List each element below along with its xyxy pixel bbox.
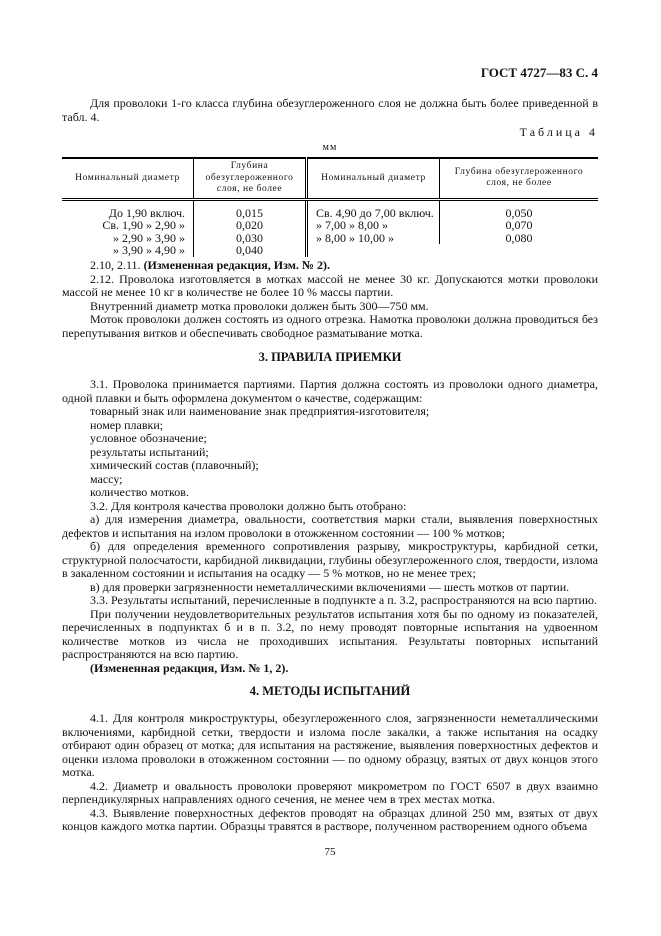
- table-cell: 0,030: [194, 232, 307, 245]
- clause-3-2-v: в) для проверки загрязненности неметаллическими включениями — шесть мотков от партии.: [90, 579, 570, 594]
- amendment-2-10: [62, 259, 598, 273]
- section-3-heading: 3. ПРАВИЛА ПРИЕМКИ: [258, 350, 402, 364]
- list-item: номер плавки;: [90, 417, 164, 432]
- clause-number: 2.10, 2.11.: [90, 258, 144, 272]
- table-cell: Св. 4,90 до 7,00 включ.: [307, 199, 440, 219]
- table-caption: Таблица 4: [519, 125, 598, 139]
- table-row: [62, 199, 598, 219]
- clause-4-3: 4.3. Выявление поверхностных дефектов проводят на образцах длиной 250 мм, взятых от двух концов каждого мотка партии. Образцы травятся в растворе, полученном растворением одного объема: [62, 805, 598, 833]
- clause-3-3: 3.3. Результаты испытаний, перечисленные в подпункте а п. 3.2, распространяются на всю партию.: [90, 593, 597, 607]
- section-2-tail: [62, 259, 598, 340]
- table-cell: [307, 244, 440, 257]
- list-item: массу;: [90, 471, 123, 486]
- table-cell: [440, 244, 599, 257]
- table-cell: До 1,90 включ.: [108, 205, 185, 220]
- col-header: Номинальный диаметр: [62, 158, 194, 199]
- table-cell: » 2,90 » 3,90 »: [113, 230, 185, 245]
- amendment-note: (Измененная редакция, Изм. № 1, 2).: [90, 660, 289, 675]
- clause-4-2: 4.2. Диаметр и овальность проволоки проверяют микрометром по ГОСТ 6507 в двух взаимно перпендикулярных направлениях одного сечения, не менее чем в трех местах мотка.: [62, 778, 598, 806]
- col-header: Глубина обезуглероженного слоя, не более: [194, 158, 307, 199]
- list-item: товарный знак или наименование знак предприятия-изготовителя;: [90, 404, 430, 418]
- table-cell: » 7,00 » 8,00 »: [307, 219, 440, 232]
- section-3-body: [62, 378, 598, 675]
- table-unit: мм: [322, 142, 338, 153]
- table-cell: 0,020: [194, 219, 307, 232]
- table-cell: Св. 1,90 » 2,90 »: [102, 218, 185, 232]
- clause-3-2: 3.2. Для контроля качества проволоки должно быть отобрано:: [90, 498, 407, 513]
- table-cell: » 8,00 » 10,00 »: [307, 232, 440, 245]
- clause-3-3-retest: При получении неудовлетворительных результатов испытания хотя бы по одному из показателей, перечисленных в подпунктах б и в п. 3.2, по нему проводят повторные испытания на удвоенном количестве мотков из числа не проходивших испытания. Результаты повторных испытаний распространяются на всю партию.: [62, 606, 598, 661]
- section-4-heading: 4. МЕТОДЫ ИСПЫТАНИЙ: [249, 684, 411, 698]
- table-cell: 0,050: [440, 199, 599, 219]
- table-cell: 0,070: [440, 219, 599, 232]
- clause-3-2-b: б) для определения временного сопротивления разрыву, микроструктуры, карбидной сетки, структурной полосчатости, карбидной ликвидации, глубины обезуглероженного слоя, твердости, излома в закаленном состоянии и испытания на осадку — 5 % мотков, но не менее трех;: [62, 539, 598, 580]
- clause-3-1: 3.1. Проволока принимается партиями. Партия должна состоять из проволоки одного диаметра, одной плавки и быть оформлена документом о качестве, содержащим:: [62, 377, 598, 405]
- inner-diameter-text: Внутренний диаметр мотка проволоки должен быть 300—750 мм.: [90, 298, 429, 313]
- list-item: количество мотков.: [90, 485, 189, 499]
- table-4: [62, 157, 598, 257]
- page-number: 75: [324, 846, 336, 858]
- clause-4-1: 4.1. Для контроля микроструктуры, обезуглероженного слоя, загрязненности неметаллическими включениями, карбидной сетки, твердости и излома после закалки, а также испытания на осадку отбирают один образец от мотка; для испытания на растяжение, выявления поверхностных дефектов и оценки излома проволоки в отожженном состоянии — по одному образцу, взятых от двух концов этого мотка.: [62, 711, 598, 779]
- table-cell: 0,080: [440, 232, 599, 245]
- table-row: [62, 219, 598, 232]
- document-contents-list: [62, 405, 598, 500]
- page-header: ГОСТ 4727—83 С. 4: [480, 65, 598, 80]
- col-header: Глубина обезуглероженного слоя, не более: [440, 158, 599, 199]
- coil-text: Моток проволоки должен состоять из одного отрезка. Намотка проволоки должна проводиться без перепутывания витков и обеспечивать свободное разматывание мотка.: [62, 312, 598, 340]
- table-cell: 0,040: [194, 244, 307, 257]
- list-item: химический состав (плавочный);: [90, 458, 259, 472]
- list-item: условное обозначение;: [90, 431, 207, 445]
- intro-paragraph: Для проволоки 1-го класса глубина обезуглероженного слоя не должна быть более приведенной в табл. 4.: [62, 96, 598, 124]
- table-row: [62, 244, 598, 257]
- col-header: Номинальный диаметр: [307, 158, 440, 199]
- section-4-body: [62, 712, 598, 834]
- table-cell: » 3,90 » 4,90 »: [113, 243, 185, 257]
- clause-2-12: 2.12. Проволока изготовляется в мотках массой не менее 30 кг. Допускаются мотки проволоки массой не менее 10 кг в количестве не более 10 % массы партии.: [62, 271, 598, 299]
- list-item: результаты испытаний;: [90, 444, 209, 459]
- clause-3-2-a: а) для измерения диаметра, овальности, соответствия марки стали, выявления поверхностных дефектов и испытания на излом проволоки в отожженном состоянии — 100 % мотков;: [62, 512, 598, 540]
- amendment-note: (Измененная редакция, Изм. № 2).: [143, 258, 330, 272]
- table-cell: 0,015: [194, 199, 307, 219]
